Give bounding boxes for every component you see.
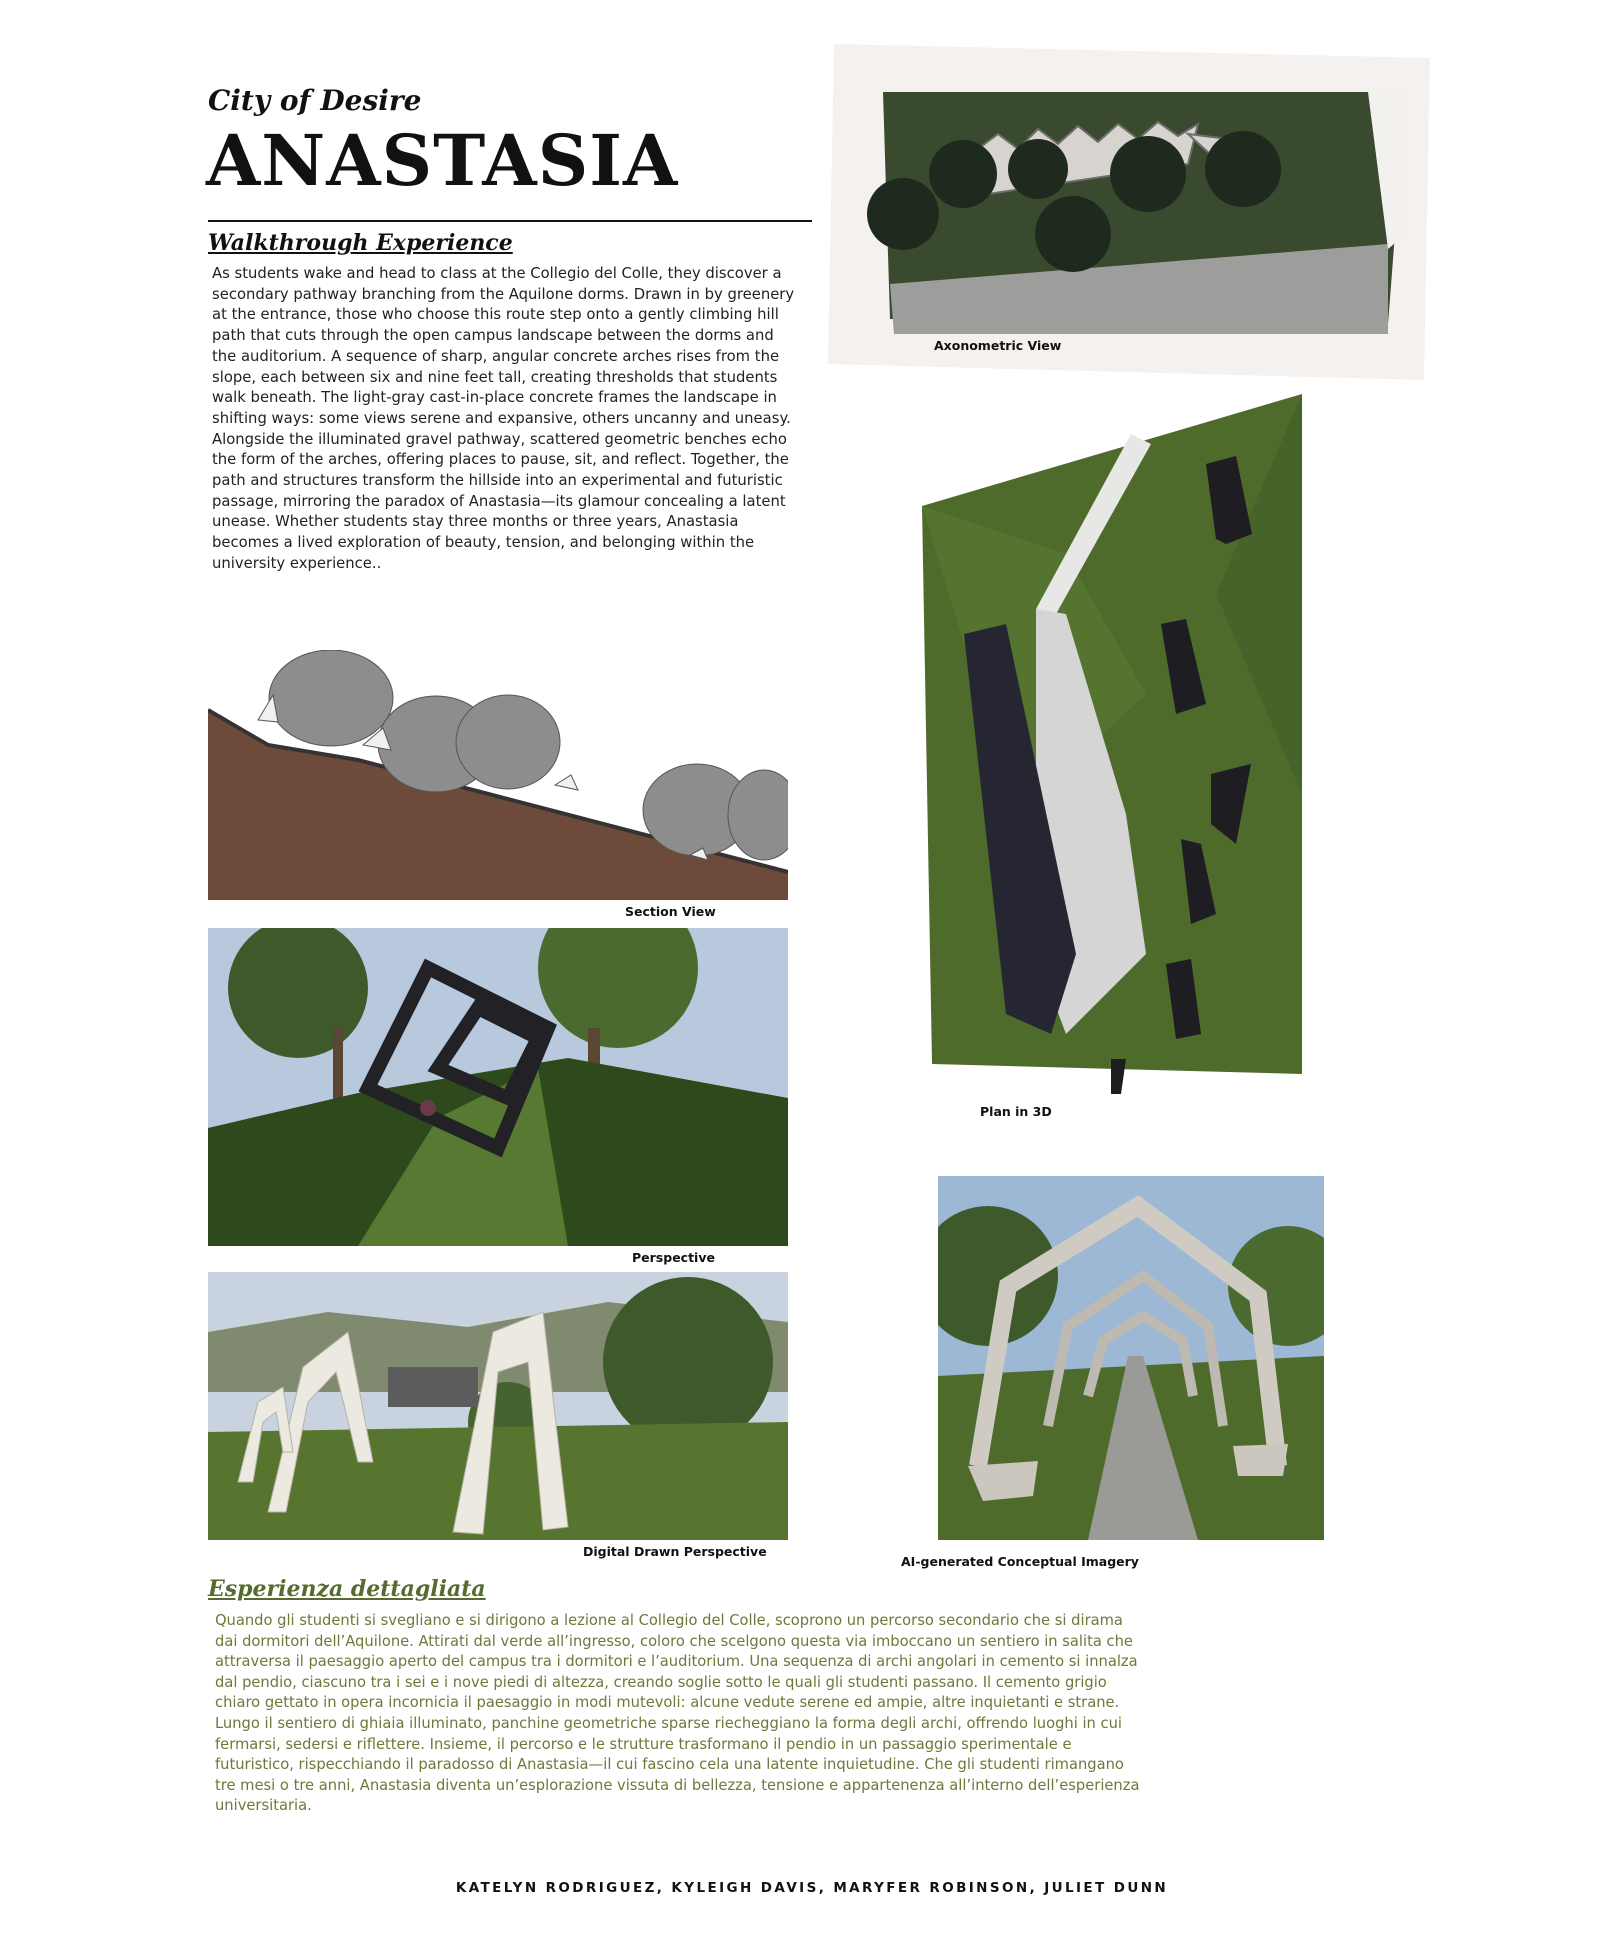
italian-paragraph: Quando gli studenti si svegliano e si dirigono a lezione al Collegio del Colle, scoprono un percorso secondario che si dirama dai dormitori dell’Aquilone. Attirati dal verde all’ingresso, coloro che scelgono questa via imboccano un sentiero in salita che attraversa il paesaggio aperto del campus tra i dormitori e l’auditorium. Una sequenza di archi angolari in cemento si innalza dal pendio, ciascuno tra i sei e i nove piedi di altezza, creando soglie sotto le quali gli studenti passano. Il cemento grigio chiaro gettato in opera incornicia il paesaggio in modi mutevoli: alcune vedute serene ed ampie, altre inquietanti e strane. Lungo il sentiero di ghiaia illuminato, panchine geometriche sparse riecheggiano la forma degli archi, offrendo luoghi in cui fermarsi, sedersi e riflettere. Insieme, il percorso e le strutture trasformano il pendio in un passaggio sperimentale e futuristico, rispecchiando il paradosso di Anastasia—il cui fascino cela una latente inquietudine. Che gli studenti rimangano tre mesi o tre anni, Anastasia diventa un’esplorazione vissuta di bellezza, tensione e appartenenza all’interno dell’esperienza universitaria.: [215, 1612, 1140, 1815]
page-title: ANASTASIA: [206, 119, 679, 202]
perspective-image: [208, 928, 788, 1246]
title-divider: [208, 220, 812, 222]
plan-figure: [916, 394, 1308, 1124]
italian-heading: Esperienza dettagliata: [208, 1576, 486, 1602]
axonometric-figure: [828, 44, 1430, 380]
digital-image: [208, 1272, 788, 1540]
credits: KATELYN RODRIGUEZ, KYLEIGH DAVIS, MARYFER ROBINSON, JULIET DUNN: [455, 1880, 1169, 1896]
ai-caption: AI-generated Conceptual Imagery: [901, 1554, 1139, 1569]
plan-image: [916, 394, 1308, 1094]
subtitle: City of Desire: [208, 84, 422, 117]
digital-caption: Digital Drawn Perspective: [583, 1544, 767, 1559]
axonometric-caption: Axonometric View: [934, 338, 1062, 353]
axonometric-image: [828, 44, 1430, 380]
perspective-figure: [208, 928, 788, 1266]
digital-figure: [208, 1272, 788, 1568]
walkthrough-heading: Walkthrough Experience: [208, 230, 513, 256]
section-image: [208, 650, 788, 900]
ai-image: [938, 1176, 1324, 1540]
perspective-caption: Perspective: [632, 1250, 715, 1265]
section-caption: Section View: [625, 904, 716, 919]
section-figure: [208, 650, 788, 922]
ai-figure: [901, 1176, 1324, 1569]
walkthrough-paragraph: As students wake and head to class at the Collegio del Colle, they discover a secondary pathway branching from the Aquilone dorms. Drawn in by greenery at the entrance, those who choose this route step onto a gently climbing hill path that cuts through the open campus landscape between the dorms and the auditorium. A sequence of sharp, angular concrete arches rises from the slope, each between six and nine feet tall, creating thresholds that students walk beneath. The light-gray cast-in-place concrete frames the landscape in shifting ways: some views serene and expansive, others uncanny and uneasy. Alongside the illuminated gravel pathway, scattered geometric benches echo the form of the arches, offering places to pause, sit, and reflect. Together, the path and structures transform the hillside into an experimental and futuristic passage, mirroring the paradox of Anastasia—its glamour concealing a latent unease. Whether students stay three months or three years, Anastasia becomes a lived exploration of beauty, tension, and belonging within the university experience..: [212, 265, 795, 572]
plan-caption: Plan in 3D: [980, 1104, 1052, 1119]
